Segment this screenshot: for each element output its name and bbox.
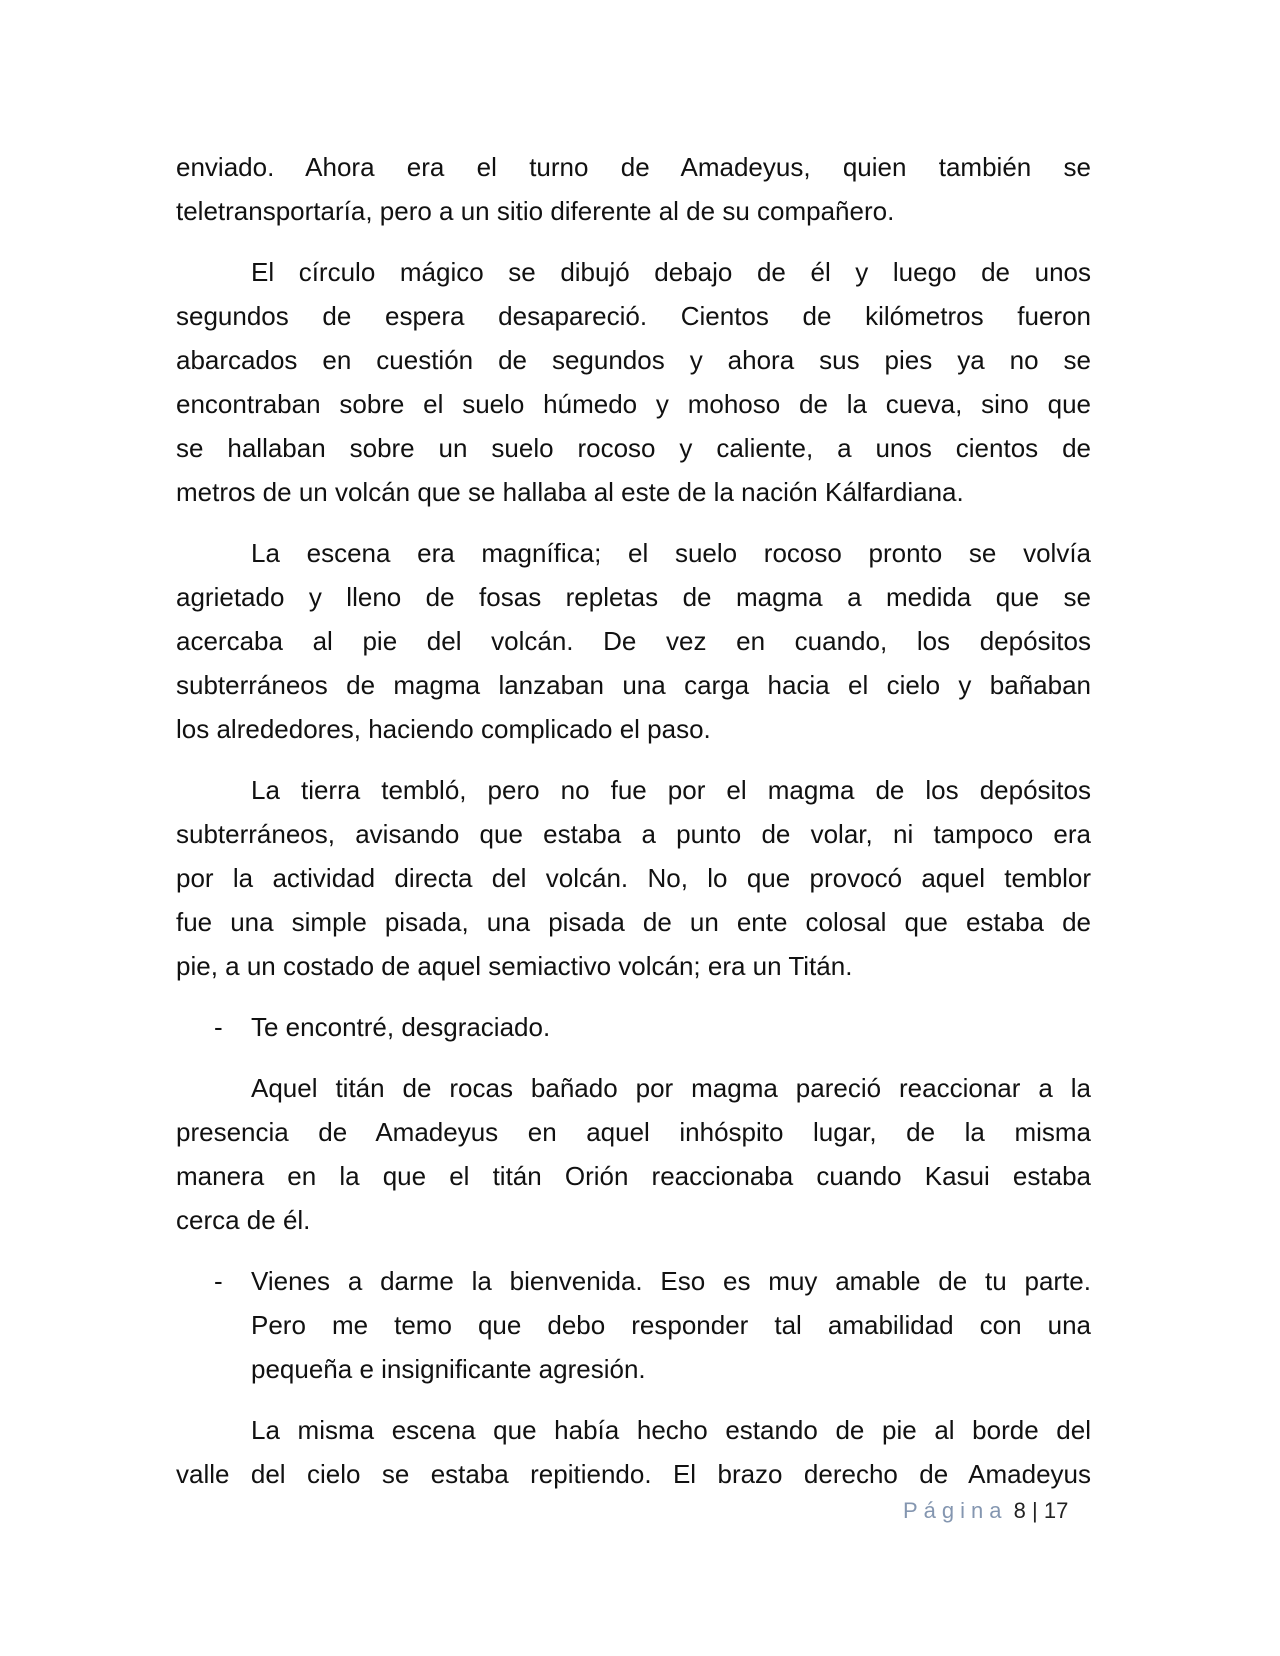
text-line: segundos de espera desapareció. Cientos de kilómetros fueron bbox=[176, 301, 1091, 331]
dialogue-dash: - bbox=[214, 1266, 223, 1296]
dialogue-paragraph bbox=[176, 1259, 1091, 1391]
text-line: los alrededores, haciendo complicado el paso. bbox=[176, 714, 711, 744]
text-line: pie, a un costado de aquel semiactivo volcán; era un Titán. bbox=[176, 951, 853, 981]
text-line: Vienes a darme la bienvenida. Eso es muy amable de tu parte. bbox=[251, 1266, 1091, 1296]
text-line: encontraban sobre el suelo húmedo y mohoso de la cueva, sino que bbox=[176, 389, 1091, 419]
text-line: Aquel titán de rocas bañado por magma pareció reaccionar a la bbox=[251, 1073, 1091, 1103]
paragraph bbox=[176, 531, 1091, 751]
text-line: agrietado y lleno de fosas repletas de magma a medida que se bbox=[176, 582, 1091, 612]
text-line: valle del cielo se estaba repitiendo. El brazo derecho de Amadeyus bbox=[176, 1459, 1091, 1489]
page-label: Página bbox=[903, 1498, 1008, 1523]
text-line: acercaba al pie del volcán. De vez en cuando, los depósitos bbox=[176, 626, 1091, 656]
text-line: La misma escena que había hecho estando de pie al borde del bbox=[251, 1415, 1091, 1445]
page-total: 17 bbox=[1043, 1498, 1069, 1523]
text-line: teletransportaría, pero a un sitio diferente al de su compañero. bbox=[176, 196, 895, 226]
text-line: Pero me temo que debo responder tal amabilidad con una bbox=[251, 1310, 1091, 1340]
text-line: La tierra tembló, pero no fue por el magma de los depósitos bbox=[251, 775, 1091, 805]
text-line: abarcados en cuestión de segundos y ahora sus pies ya no se bbox=[176, 345, 1091, 375]
text-line: subterráneos de magma lanzaban una carga hacia el cielo y bañaban bbox=[176, 670, 1091, 700]
page-separator: | bbox=[1032, 1498, 1038, 1523]
text-line: presencia de Amadeyus en aquel inhóspito lugar, de la misma bbox=[176, 1117, 1091, 1147]
text-line: se hallaban sobre un suelo rocoso y caliente, a unos cientos de bbox=[176, 433, 1091, 463]
text-line: cerca de él. bbox=[176, 1205, 311, 1235]
dialogue-dash: - bbox=[214, 1012, 223, 1042]
paragraph bbox=[176, 145, 1091, 233]
text-line: fue una simple pisada, una pisada de un ente colosal que estaba de bbox=[176, 907, 1091, 937]
text-line: metros de un volcán que se hallaba al este de la nación Kálfardiana. bbox=[176, 477, 964, 507]
paragraph bbox=[176, 250, 1091, 514]
document-body bbox=[176, 145, 1091, 1513]
page-footer bbox=[903, 1496, 1068, 1526]
text-line: por la actividad directa del volcán. No, lo que provocó aquel temblor bbox=[176, 863, 1091, 893]
paragraph bbox=[176, 768, 1091, 988]
text-line: Te encontré, desgraciado. bbox=[251, 1012, 551, 1042]
text-line: pequeña e insignificante agresión. bbox=[251, 1354, 646, 1384]
paragraph bbox=[176, 1408, 1091, 1496]
paragraph bbox=[176, 1066, 1091, 1242]
text-line: subterráneos, avisando que estaba a punto de volar, ni tampoco era bbox=[176, 819, 1091, 849]
text-line: enviado. Ahora era el turno de Amadeyus, quien también se bbox=[176, 152, 1091, 182]
page-number: 8 bbox=[1013, 1498, 1026, 1523]
dialogue-paragraph bbox=[176, 1005, 1091, 1049]
text-line: El círculo mágico se dibujó debajo de él y luego de unos bbox=[251, 257, 1091, 287]
text-line: La escena era magnífica; el suelo rocoso pronto se volvía bbox=[251, 538, 1091, 568]
text-line: manera en la que el titán Orión reaccionaba cuando Kasui estaba bbox=[176, 1161, 1091, 1191]
